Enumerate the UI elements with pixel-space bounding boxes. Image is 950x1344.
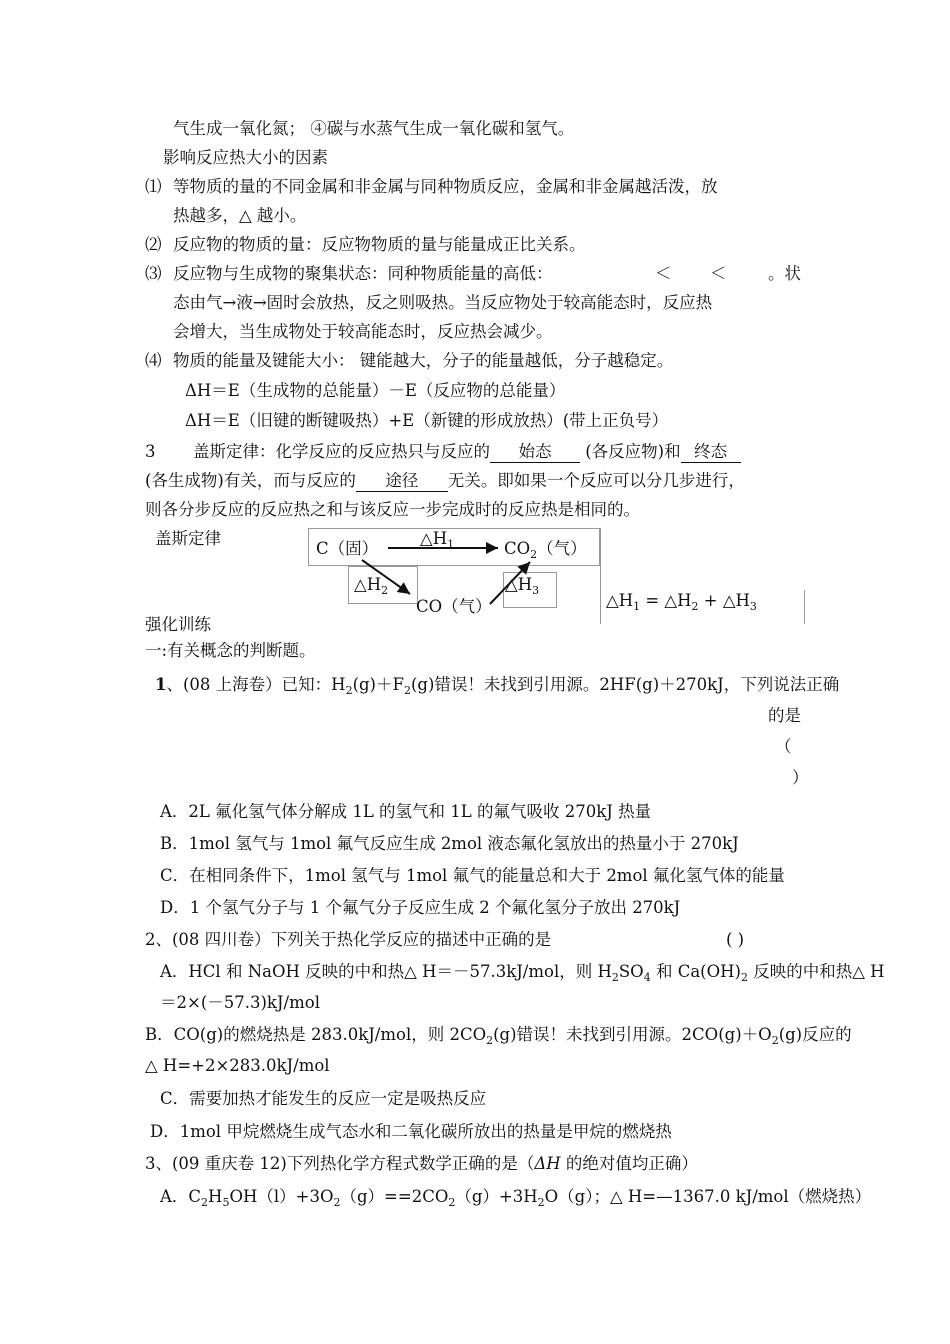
list-number: ⑵ bbox=[145, 235, 162, 254]
text-segment: 盖斯定律：化学反应的反应热只与反应的 bbox=[193, 442, 490, 461]
text-line: 反应物与生成物的聚集状态：同种物质能量的高低： bbox=[173, 264, 553, 283]
section-title: 强化训练 bbox=[145, 615, 211, 634]
text-symbol: ＜ bbox=[655, 264, 672, 283]
option-a: A．2L 氟化氢气体分解成 1L 的氢气和 1L 的氟气吸收 270kJ 热量 bbox=[160, 802, 652, 821]
text-line: 会增大，当生成物处于较高能态时，反应热会减少。 bbox=[173, 322, 553, 341]
text-segment: 无关。即如果一个反应可以分几步进行， bbox=[447, 471, 745, 490]
diagram-dh1: $\triangle H_1$ bbox=[420, 529, 455, 551]
question-3-stem: 3、(09 重庆卷 12)下列热化学方程式数学正确的是（ΔH 的绝对值均正确） bbox=[145, 1154, 698, 1173]
list-number: ⑴ bbox=[145, 177, 162, 196]
text-line: 的是 bbox=[768, 706, 801, 725]
text-line: 等物质的量的不同金属和非金属与同种物质反应，金属和非金属越活泼，放 bbox=[173, 177, 718, 196]
diagram-node-c: C（固） bbox=[316, 539, 379, 558]
answer-paren: ( ) bbox=[726, 930, 745, 949]
list-number: 3 bbox=[145, 442, 156, 461]
list-number: ⑶ bbox=[145, 264, 162, 283]
text-segment: (各生成物)有关，而与反应的 bbox=[145, 471, 356, 490]
option-b: B．CO(g)的燃烧热是 283.0kJ/mol，则 $2CO_2(g)$错误！未找到引用源。$2CO(g)+O_2(g)$反应的 bbox=[145, 1025, 852, 1047]
option-c: C．在相同条件下，1mol 氢气与 1mol 氟气的能量总和大于 2mol 氟化氢气体的能量 bbox=[160, 866, 785, 885]
text-segment: (各反应物)和 bbox=[585, 442, 681, 461]
option-b: B．1mol 氢气与 1mol 氟气反应生成 2mol 液态氟化氢放出的热量小于 270kJ bbox=[160, 834, 739, 853]
option-a: A．HCl 和 NaOH 反映的中和热△ H＝－57.3kJ/mol，则 $H_2SO_4$ 和 $Ca(OH)_2$ 反映的中和热△ H bbox=[160, 962, 885, 984]
text-line: 反应物的物质的量：反应物物质的量与能量成正比关系。 bbox=[173, 235, 586, 254]
text-line: 物质的能量及键能大小： 键能越大，分子的能量越低，分子越稳定。 bbox=[173, 351, 674, 370]
blank-answer: 途径 bbox=[356, 471, 448, 492]
answer-paren: （ bbox=[775, 737, 792, 756]
text-line: △ H=+2×283.0kJ/mol bbox=[145, 1056, 330, 1075]
option-a: A．$C_2H_5OH(l)+3O_2(g)==2CO_2(g)+3H_2O(g)$；△ H=—1367.0 kJ/mol（燃烧热） bbox=[160, 1187, 872, 1209]
question-2-stem: 2、(08 四川卷）下列关于热化学反应的描述中正确的是 bbox=[145, 930, 552, 949]
diagram-dh2: $\triangle H_2$ bbox=[354, 575, 389, 597]
diagram-equation: $\triangle H_1$ = $\triangle H_2$ + $\triangle H_3$ bbox=[606, 591, 757, 613]
text-line: ＝2×(－57.3)kJ/mol bbox=[160, 993, 320, 1012]
diagram-label: 盖斯定律 bbox=[155, 529, 221, 548]
list-number: ⑷ bbox=[145, 351, 162, 370]
text-line: 影响反应热大小的因素 bbox=[163, 148, 328, 167]
section-subtitle: 一:有关概念的判断题。 bbox=[145, 641, 316, 660]
formula-line: ΔH＝E（旧键的断键吸热）+E（新键的形成放热）(带上正负号） bbox=[185, 411, 669, 430]
option-d: D．1 个氢气分子与 1 个氟气分子反应生成 2 个氟化氢分子放出 270kJ bbox=[160, 898, 681, 917]
text-line: 气生成一氧化氮； ④碳与水蒸气生成一氧化碳和氢气。 bbox=[173, 119, 575, 138]
arrow-h3 bbox=[490, 562, 530, 604]
diagram-node-co2: $CO_2$（气） bbox=[504, 539, 587, 561]
arrow-h2 bbox=[362, 560, 410, 594]
text-line: 态由气→液→固时会放热，反之则吸热。当反应物处于较高能态时，反应热 bbox=[173, 293, 713, 312]
text-line: 。状 bbox=[768, 264, 801, 283]
diagram-node-co: CO（气） bbox=[416, 597, 492, 616]
text-line: 则各分步反应的反应热之和与该反应一步完成时的反应热是相同的。 bbox=[145, 500, 640, 519]
text-line: 热越多，△ 越小。 bbox=[173, 206, 307, 225]
answer-paren: ） bbox=[792, 768, 809, 787]
blank-answer: 终态 bbox=[681, 442, 741, 463]
formula-line: ΔH＝E（生成物的总能量）－E（反应物的总能量） bbox=[185, 381, 566, 400]
option-c: C．需要加热才能发生的反应一定是吸热反应 bbox=[160, 1089, 487, 1108]
question-1-stem: 1、(08 上海卷）已知：$H_2(g)+F_2(g)$错误！未找到引用源。2HF(g)＋270kJ，下列说法正确 bbox=[155, 675, 840, 697]
diagram-dh3: $\triangle H_3$ bbox=[505, 575, 540, 597]
option-d: D．1mol 甲烷燃烧生成气态水和二氧化碳所放出的热量是甲烷的燃烧热 bbox=[150, 1122, 672, 1141]
text-symbol: ＜ bbox=[710, 264, 727, 283]
blank-answer: 始态 bbox=[490, 442, 580, 463]
